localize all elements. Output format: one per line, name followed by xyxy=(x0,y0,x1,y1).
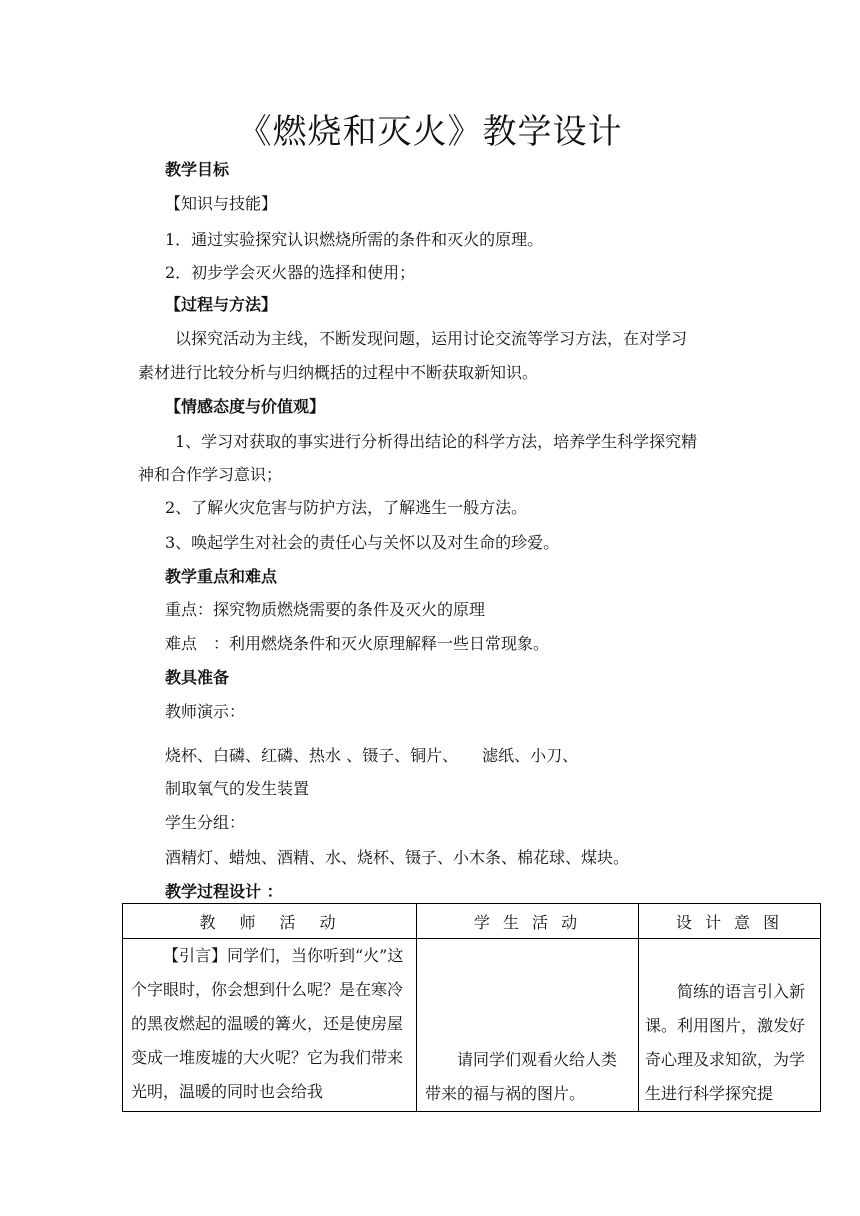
process-method-heading: 【过程与方法】 xyxy=(165,295,278,314)
table-header-row xyxy=(123,904,821,939)
process-method-text-1: 以探究活动为主线，不断发现问题，运用讨论交流等学习方法，在对学习 xyxy=(175,329,688,348)
key-points-heading: 教学重点和难点 xyxy=(165,567,278,586)
design-intent-cell: 简练的语言引入新课。利用图片，激发好奇心理及求知欲，为学生进行科学探究提 xyxy=(639,939,821,1112)
teacher-activity-cell: 【引言】同学们，当你听到“火”这个字眼时，你会想到什么呢？是在寒冷的黑夜燃起的温暖的篝火，还是使房屋变成一堆废墟的大火呢？它为我们带来光明，温暖的同时也会给我 xyxy=(123,939,417,1112)
emotion-item-1-line-1: 1、学习对获取的事实进行分析得出结论的科学方法，培养学生科学探究精 xyxy=(175,432,698,451)
student-group-items: 酒精灯、蜡烛、酒精、水、烧杯、镊子、小木条、棉花球、煤块。 xyxy=(165,848,630,867)
emotion-item-2: 2、了解火灾危害与防护方法，了解逃生一般方法。 xyxy=(165,498,528,517)
header-student-activity: 学 生 活 动 xyxy=(417,904,639,939)
knowledge-item-1: 1．通过实验探究认识燃烧所需的条件和灭火的原理。 xyxy=(165,230,544,249)
student-activity-cell: 请同学们观看火给人类带来的福与祸的图片。 xyxy=(417,939,639,1112)
teaching-process-table xyxy=(122,903,821,1112)
knowledge-item-2: 2．初步学会灭火器的选择和使用； xyxy=(165,263,416,282)
process-method-text-2: 素材进行比较分析与归纳概括的过程中不断获取新知识。 xyxy=(138,363,539,382)
knowledge-skills-heading: 【知识与技能】 xyxy=(165,194,278,213)
key-point: 重点：探究物质燃烧需要的条件及灭火的原理 xyxy=(165,600,486,619)
teaching-process-heading: 教学过程设计 ： xyxy=(165,882,283,901)
equipment-heading: 教具准备 xyxy=(165,668,230,687)
header-teacher-activity: 教 师 活 动 xyxy=(123,904,417,939)
header-design-intent: 设 计 意 图 xyxy=(639,904,821,939)
teacher-demo-items-1: 烧杯、白磷、红磷、热水 、镊子、铜片、 滤纸、小刀、 xyxy=(165,746,579,765)
student-group-label: 学生分组： xyxy=(165,813,246,832)
teacher-demo-label: 教师演示： xyxy=(165,702,246,721)
emotion-item-3: 3、唤起学生对社会的责任心与关怀以及对生命的珍爱。 xyxy=(165,533,560,552)
document-title: 《燃烧和灭火》教学设计 xyxy=(237,112,623,152)
difficulty-point: 难点 ：利用燃烧条件和灭火原理解释一些日常现象。 xyxy=(165,634,550,653)
table-row xyxy=(123,939,821,1112)
emotion-item-1-line-2: 神和合作学习意识； xyxy=(138,465,283,484)
teaching-goals-heading: 教学目标 xyxy=(165,160,230,179)
teacher-demo-items-2: 制取氧气的发生装置 xyxy=(165,779,310,798)
emotion-values-heading: 【情感态度与价值观】 xyxy=(165,397,326,416)
